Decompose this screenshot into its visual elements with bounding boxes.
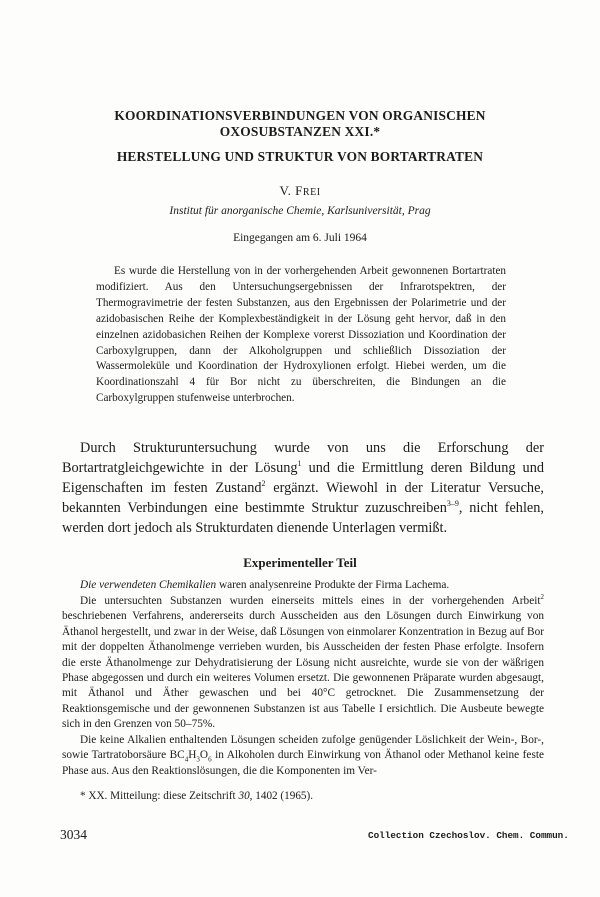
introduction-paragraph <box>62 438 544 538</box>
intro-text-4: , nicht fehlen, werden dort jedoch als Strukturdaten dienende Unterlagen vermißt. <box>62 500 544 536</box>
formula-element: O <box>199 749 209 762</box>
solutions-text-2: in Alkoholen durch Einwirkung von Äthanol oder Methanol keine feste Phase aus. Aus den Reaktionslösungen, die die Komponenten im Ver- <box>62 749 544 777</box>
author-surname-smallcaps: REI <box>302 187 321 198</box>
reference-2: 2 <box>261 479 266 489</box>
chemicals-lead: Die verwendeten Chemikalien <box>80 579 217 591</box>
author-initial: V. F <box>279 183 303 198</box>
journal-name: Collection Czechoslov. Chem. Commun. <box>368 830 569 841</box>
formula-subscript: 3 <box>196 755 200 764</box>
reference-1: 1 <box>297 459 302 469</box>
page-number: 3034 <box>60 827 87 842</box>
preparation-text-1: Die untersuchten Substanzen wurden einerseits mittels eines in der vorhergehenden Arbeit <box>80 595 541 607</box>
author-name <box>0 183 600 199</box>
chemicals-text: waren analysenreine Produkte der Firma Lachema. <box>216 579 450 591</box>
preparation-paragraph <box>62 594 544 733</box>
article-subtitle: HERSTELLUNG UND STRUKTUR VON BORTARTRATEN <box>116 149 484 164</box>
footnote-volume: 30 <box>238 790 250 802</box>
reference-2-body: 2 <box>540 593 544 602</box>
formula-element: H <box>188 749 197 762</box>
formula-subscript: 6 <box>208 755 212 764</box>
article-title-line-1: KOORDINATIONSVERBINDUNGEN VON ORGANISCHEN <box>114 108 486 123</box>
intro-text-3: ergänzt. Wiewohl in der Literatur Versuche, bekannten Verbindungen eine bestimmte Struktur zuzuschreiben <box>62 480 544 516</box>
abstract: Es wurde die Herstellung von in der vorhergehenden Arbeit gewonnenen Bortartraten modifiziert. Aus den Untersuchungsergebnissen der Infrarotspektren, der Thermogravimetrie der festen Substanzen, aus den Ergebnissen der Polarimetrie und der azidobasischen Reihe der Komplexbeständigkeit in der Lösung geht hervor, daß in den einzelnen azidobasichen Reihen der Komplexe vorerst Dissoziation und Koordination der Carboxylgruppen, dann der Alkoholgruppen und schließlich Dissoziation der Wassermoleküle und Koordination der Hydroxylionen erfolgt. Hiebei werden, um die Koordinationszahl 4 für Bor nicht zu überschreiten, die Bindungen an die Carboxylgruppen stufenweise unterbrochen. <box>96 265 506 405</box>
footnote <box>62 790 544 802</box>
author-affiliation: Institut für anorganische Chemie, Karlsuniversität, Prag <box>169 205 431 217</box>
preparation-text-2: beschriebenen Verfahrens, andererseits durch Ausscheiden aus den Lösungen durch Einwirkung von Äthanol hergestellt, und zwar in der Weise, daß Lösungen von einmolarer Konzentration in Bezug auf Bor mit der doppelten Äthanolmenge verrieben wurden, bis Ausscheiden der festen Phase erfolgte. Insofern die erste Äthanolmenge zur Dehydratisierung der Lösung nicht ausreichte, wurde sie von der wäßrigen Phase abgegossen und durch ein weiteres Volumen ersetzt. Die gewonnenen Präparate wurden abgesaugt, mit Äthanol und Äther gewaschen und bei 40°C getrocknet. Die Zusammensetzung der Reaktionsgemische und der gewonnenen Substanzen ist aus Tabelle I ersichtlich. Die Ausbeute bewegte sich in den Grenzen von 50–75%. <box>62 610 544 731</box>
article-title-line-2: OXOSUBSTANZEN XXI.* <box>219 124 381 139</box>
intro-text-1: Durch Strukturuntersuchung wurde von uns die Erforschung der Bortartratgleichgewichte in der Lösung <box>62 440 544 476</box>
footnote-text: * XX. Mitteilung: diese Zeitschrift <box>80 790 239 802</box>
intro-text-2: und die Ermittlung deren Bildung und Eigenschaften im festen Zustand <box>62 460 544 496</box>
footnote-pages: , 1402 (1965). <box>249 790 314 802</box>
chemicals-paragraph <box>62 578 544 593</box>
solutions-paragraph <box>62 733 544 779</box>
section-heading: Experimenteller Teil <box>243 555 357 570</box>
solutions-text-1: Die keine Alkalien enthaltenden Lösungen scheiden zufolge genügender Löslichkeit der Wein-, Bor-, sowie Tartratoborsäure BC <box>62 734 544 762</box>
formula-subscript: 4 <box>184 755 189 764</box>
reference-3-9: 3–9 <box>446 499 459 509</box>
received-date: Eingegangen am 6. Juli 1964 <box>233 232 367 244</box>
